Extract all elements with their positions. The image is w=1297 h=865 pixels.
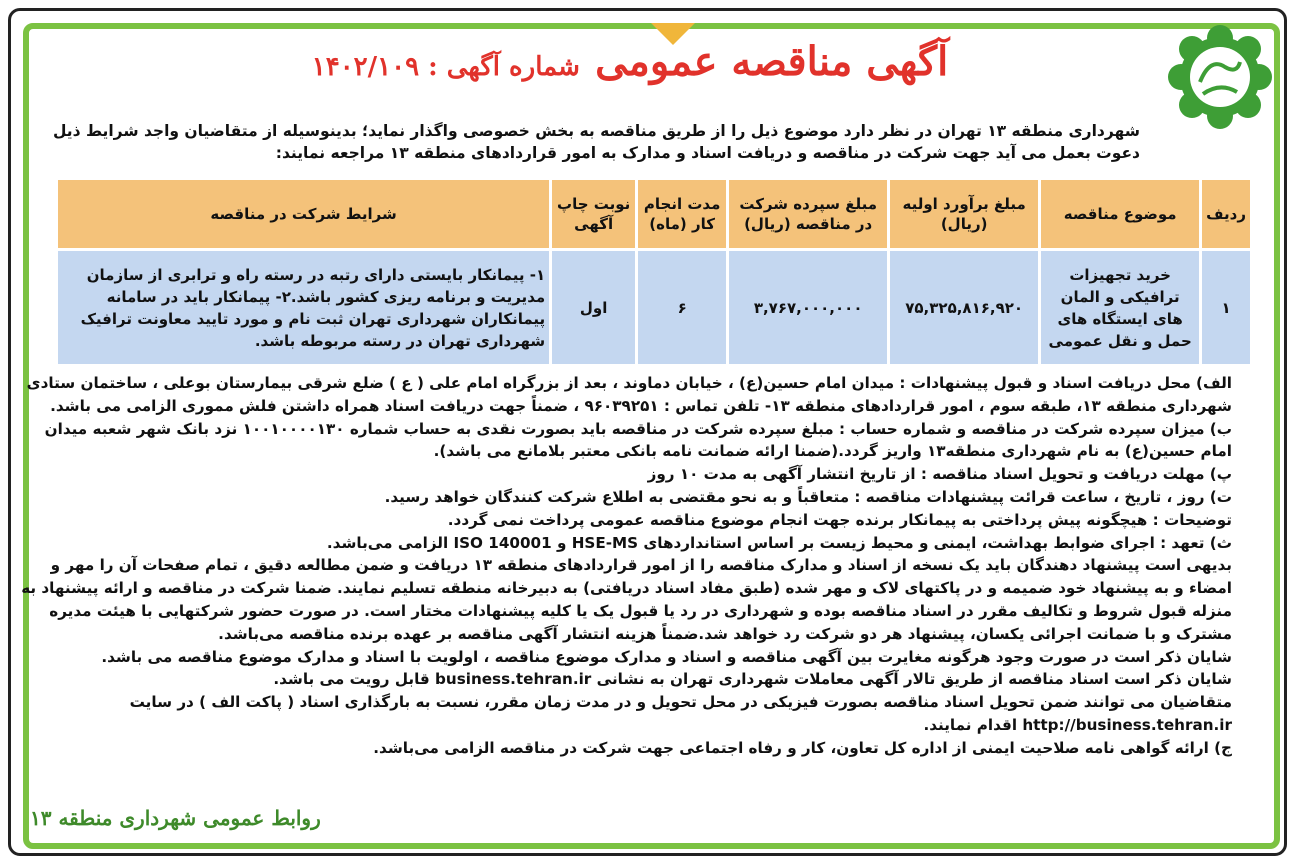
cell-print-round: اول <box>552 251 635 364</box>
clause-je: ج) ارائه گواهی نامه صلاحیت ایمنی از اداره کل تعاون، کار و رفاه اجتماعی جهت شرکت در مناقصه الزامی می‌باشد. <box>373 738 1232 757</box>
col-conditions: شرایط شرکت در مناقصه <box>58 180 549 248</box>
cell-conditions: ۱- پیمانکار بایستی دارای رتبه در رسته راه و ترابری از سازمان مدیریت و برنامه ریزی کشور باشد.۲- پیمانکار باید در سامانه پیمانکاران شهرداری تهران ثبت نام و مورد تایید معاونت ترافیک شهرداری تهران در رسته مربوطه باشد. <box>58 251 549 364</box>
notice-body <box>20 372 1232 760</box>
col-deposit: مبلغ سپرده شرکت در مناقصه (ریال) <box>729 180 887 248</box>
clause-be: ب) میزان سپرده شرکت در مناقصه و شماره حساب : مبلغ سپرده شرکت در مناقصه باید بصورت نقدی به حساب شماره ۱۰۰۱۰۰۰۰۱۳۰ نزد بانک شهر شعبه میدان امام حسین(ع) به نام شهرداری منطقه۱۳ واریز گردد.(ضمنا ارائه ضمانت نامه بانکی معتبر بلامانع می باشد). <box>44 419 1232 461</box>
cell-estimate: ۷۵,۳۲۵,۸۱۶,۹۲۰ <box>890 251 1038 364</box>
intro-text: در نظر دارد موضوع ذیل را از طریق مناقصه به بخش خصوصی واگذار نماید؛ بدینوسیله از متقاضیان واجد شرایط ذیل دعوت بعمل می آید جهت شرکت در مناقصه و دریافت اسناد و مدارک به امور قراردادهای منطقه ۱۳ مراجعه نمایند: <box>52 122 1140 162</box>
intro-paragraph <box>20 120 1140 164</box>
clause-applicants: متقاضیان می توانند ضمن تحویل اسناد مناقصه بصورت فیزیکی در محل تحویل و در مدت زمان مقرر، نسبت به بارگذاری اسناد ( پاکت الف ) در سایت http://business.tehran.ir اقدام نمایند. <box>129 693 1232 734</box>
notice-number: شماره آگهی : ۱۴۰۲/۱۰۹ <box>311 52 580 82</box>
col-print-round: نوبت چاپ آگهی <box>552 180 635 248</box>
col-duration: مدت انجام کار (ماه) <box>638 180 726 248</box>
col-estimate: مبلغ برآورد اولیه (ریال) <box>890 180 1038 248</box>
cell-deposit: ۳,۷۶۷,۰۰۰,۰۰۰ <box>729 251 887 364</box>
clause-alef: الف) محل دریافت اسناد و قبول پیشنهادات : میدان امام حسین(ع) ، خیابان دماوند ، بعد از بزرگراه امام علی ( ع ) ضلع شرقی بیمارستان بوعلی ، ساختمان ستادی شهرداری منطقه ۱۳، طبقه سوم ، امور قراردادهای منطقه ۱۳- تلفن تماس : ۹۶۰۳۹۲۵۱ ، ضمناً جهت دریافت اسناد همراه داشتن فلش مموری الزامی می باشد. <box>26 374 1232 415</box>
notice-title-main: آگهی مناقصه عمومی <box>595 38 949 85</box>
cell-duration: ۶ <box>638 251 726 364</box>
col-index: ردیف <box>1202 180 1250 248</box>
clause-se: ث) تعهد : اجرای ضوابط بهداشت، ایمنی و محیط زیست بر اساس استانداردهای HSE-MS و ISO 140001 الزامی می‌باشد. <box>326 533 1232 552</box>
tehran-municipality-logo-icon <box>1165 22 1275 132</box>
public-relations-signature: روابط عمومی شهرداری منطقه ۱۳ <box>30 806 321 830</box>
col-subject: موضوع مناقصه <box>1041 180 1199 248</box>
table-row <box>58 251 1250 364</box>
clause-note-2: شایان ذکر است اسناد مناقصه از طریق تالار آگهی معاملات شهرداری تهران به نشانی business.tehran.ir قابل رویت می باشد. <box>273 670 1232 689</box>
cell-subject: خرید تجهیزات ترافیکی و المان های ایستگاه های حمل و نقل عمومی <box>1041 251 1199 364</box>
intro-org: شهرداری منطقه ۱۳ تهران <box>937 122 1140 140</box>
clause-te: ت) روز ، تاریخ ، ساعت قرائت پیشنهادات مناقصه : متعاقباً و به نحو مقتضی به اطلاع شرکت کنندگان خواهد رسید. <box>384 487 1232 506</box>
cell-index: ۱ <box>1202 251 1250 364</box>
clause-explanations: توضیحات : هیچگونه پیش پرداختی به پیمانکار برنده جهت انجام موضوع مناقصه عمومی پرداخت نمی گردد. <box>447 510 1232 529</box>
table-header-row <box>58 180 1250 248</box>
clause-note-1: شایان ذکر است در صورت وجود هرگونه مغایرت بین آگهی مناقصه و اسناد و مدارک موضوع مناقصه ، اولویت با اسناد و مدارک موضوع مناقصه می باشد. <box>101 647 1232 666</box>
tender-table <box>55 177 1253 367</box>
clause-obvious: بدیهی است پیشنهاد دهندگان باید یک نسخه از اسناد و مدارک مناقصه را از امور قراردادهای منطقه ۱۳ دریافت و ضمن مطالعه دقیق ، تمام صفحات آن را مهر و امضاء و به پیشنهاد خود ضمیمه و در پاکتهای لاک و مهر شده (طبق مفاد اسناد دریافتی) به دبیرخانه منطقه تسلیم نمایند. ضمنا شرکت در مناقصه و ارائه پیشنهاد به منزله قبول شروط و تکالیف مقرر در اسناد مناقصه بوده و شهرداری در رد یا قبول یک یا کلیه پیشنهادات مختار است. در صورت حضور شرکتهایی با هیئت مدیره مشترک و با ضمانت اجرائی یکسان، پیشنهاد هر دو شرکت رد خواهد شد.ضمناً هزینه انتشار آگهی مناقصه بر عهده برنده مناقصه می‌باشد. <box>21 556 1232 643</box>
notice-title <box>180 38 1080 108</box>
clause-pe: پ) مهلت دریافت و تحویل اسناد مناقصه : از تاریخ انتشار آگهی به مدت ۱۰ روز <box>647 465 1232 484</box>
